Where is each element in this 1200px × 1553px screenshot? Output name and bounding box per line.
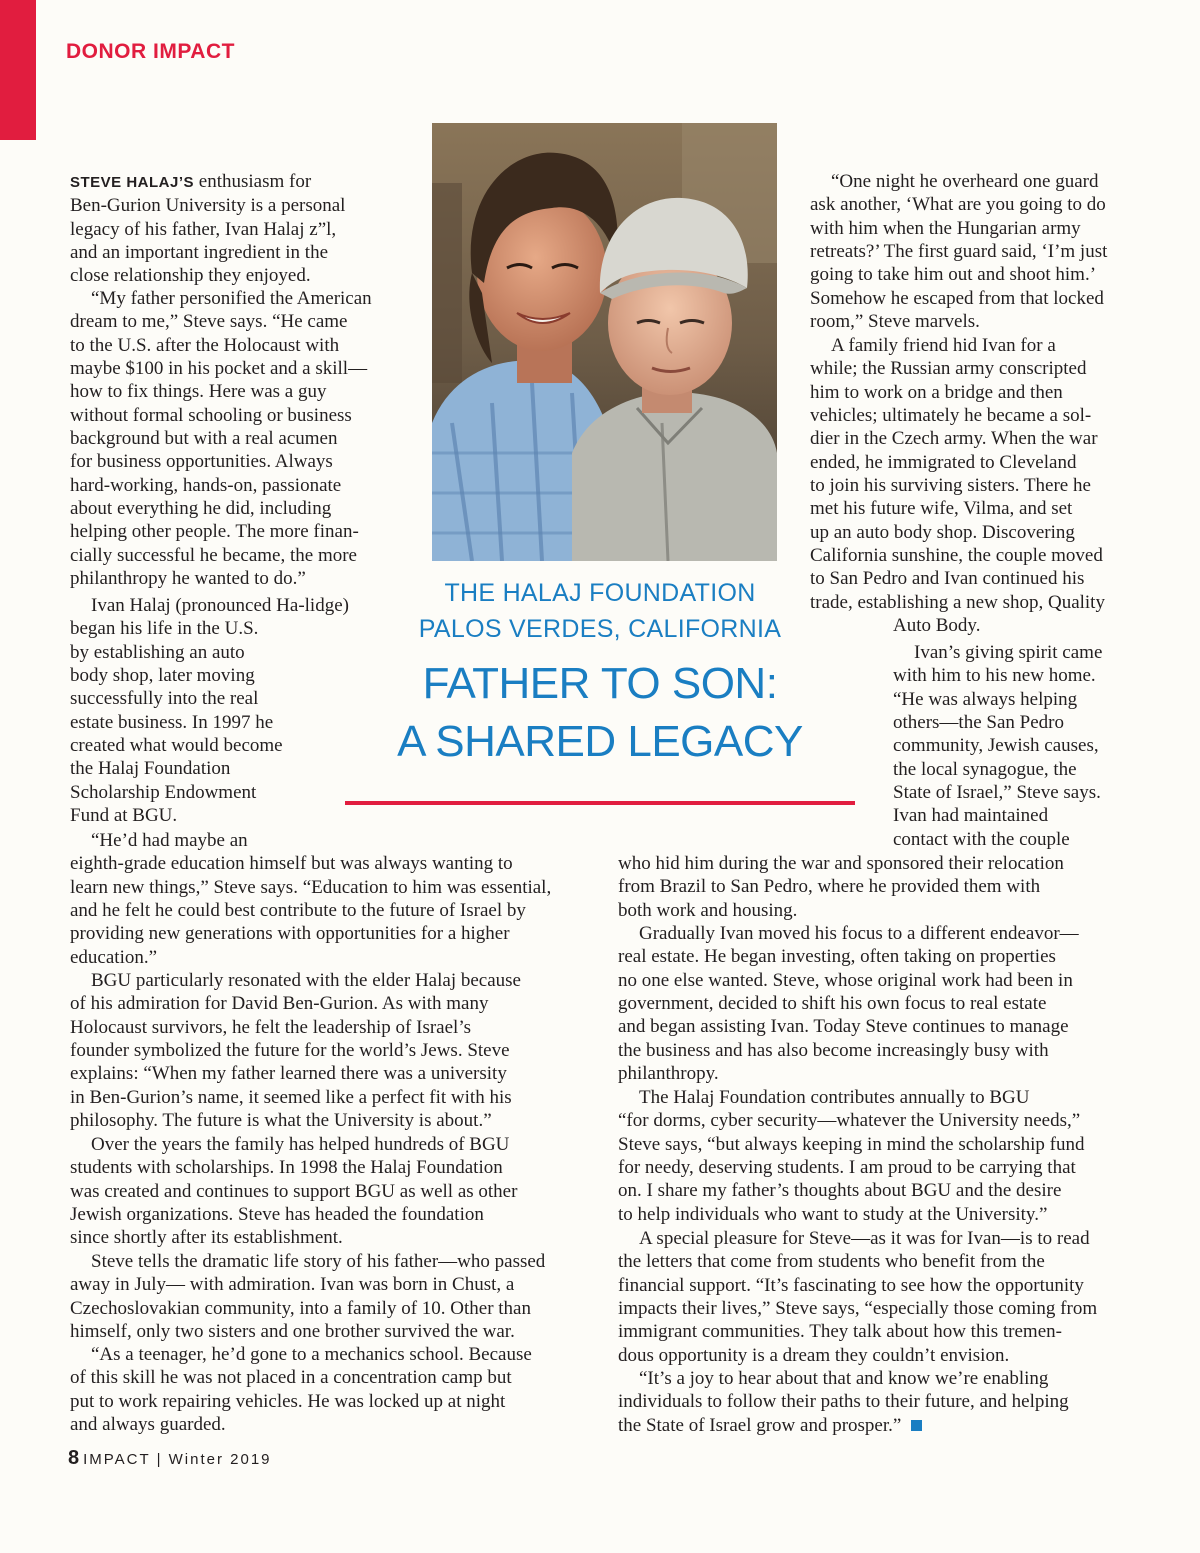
text-line: “One night he overheard one guard xyxy=(831,171,1099,192)
text-line: Gradually Ivan moved his focus to a different endeavor— xyxy=(639,923,1079,944)
text-line: and began assisting Ivan. Today Steve continues to manage xyxy=(618,1016,1069,1038)
text-line: was created and continues to support BGU as well as other xyxy=(70,1180,518,1202)
text-line: A family friend hid Ivan for a xyxy=(831,335,1056,356)
page-number: 8 xyxy=(68,1447,80,1469)
paragraph xyxy=(70,594,349,827)
text-line: and he felt he could best contribute to the future of Israel by xyxy=(70,900,526,922)
text-line: philosophy. The future is what the University is about.” xyxy=(70,1110,492,1132)
text-line: explains: “When my father learned there was a university xyxy=(70,1063,507,1085)
text-line: Ivan had maintained xyxy=(893,805,1049,827)
text-line: up an auto body shop. Discovering xyxy=(810,521,1075,543)
text-line: “He’d had maybe an xyxy=(91,830,248,851)
text-line: contact with the couple xyxy=(893,828,1070,850)
text-line: while; the Russian army conscripted xyxy=(810,358,1087,380)
text-line: in Ben-Gurion’s name, it seemed like a perfect fit with his xyxy=(70,1086,512,1108)
text-line: students with scholarships. In 1998 the Halaj Foundation xyxy=(70,1157,503,1179)
text-line: and an important ingredient in the xyxy=(70,242,329,264)
text-line: impacts their lives,” Steve says, “especially those coming from xyxy=(618,1298,1098,1320)
text-line: close relationship they enjoyed. xyxy=(70,265,311,287)
text-line: ask another, ‘What are you going to do xyxy=(810,194,1106,216)
text-line: who hid him during the war and sponsored their relocation xyxy=(618,853,1064,874)
text-line: dream to me,” Steve says. “He came xyxy=(70,311,348,333)
text-line: retreats?’ The first guard said, ‘I’m just xyxy=(810,241,1108,263)
text-line: how to fix things. Here was a guy xyxy=(70,381,327,403)
text-line: A special pleasure for Steve—as it was for Ivan—is to read xyxy=(639,1228,1090,1249)
text-line: “It’s a joy to hear about that and know we’re enabling xyxy=(639,1368,1049,1389)
paragraph xyxy=(618,1086,1084,1226)
paragraph xyxy=(618,1227,1097,1367)
text-line: no one else wanted. Steve, whose original work had been in xyxy=(618,969,1073,991)
text-line: Ivan’s giving spirit came xyxy=(914,642,1103,663)
text-line: put to work repairing vehicles. He was locked up at night xyxy=(70,1390,506,1412)
text-line: maybe $100 in his pocket and a skill— xyxy=(70,358,368,380)
text-line: immigrant communities. They talk about how this tremen- xyxy=(618,1321,1062,1343)
text-line: Ivan Halaj (pronounced Ha-lidge) xyxy=(91,595,349,616)
end-mark-icon xyxy=(911,1420,922,1431)
article-photo xyxy=(432,123,777,561)
text-line: by establishing an auto xyxy=(70,641,245,663)
paragraph xyxy=(70,969,521,1132)
text-line: to join his surviving sisters. There he xyxy=(810,475,1091,497)
text-line: “As a teenager, he’d gone to a mechanics school. Because xyxy=(91,1344,532,1365)
lead-in: STEVE HALAJ’S xyxy=(70,174,195,191)
headline-line: FATHER TO SON: xyxy=(422,659,778,708)
paragraph xyxy=(810,170,1107,333)
text-line: ended, he immigrated to Cleveland xyxy=(810,451,1077,473)
text-line: BGU particularly resonated with the elder Halaj because xyxy=(91,970,521,991)
text-line: began his life in the U.S. xyxy=(70,618,259,640)
text-line: the State of Israel grow and prosper.” xyxy=(618,1414,902,1436)
text-line: others—the San Pedro xyxy=(893,712,1064,734)
text-line: of this skill he was not placed in a concentration camp but xyxy=(70,1367,512,1389)
text-line: Fund at BGU. xyxy=(70,805,178,827)
headline-rule xyxy=(345,801,855,805)
text-line: background but with a real acumen xyxy=(70,428,338,450)
text-line: eighth-grade education himself but was always wanting to xyxy=(70,853,513,875)
paragraph xyxy=(810,334,1105,637)
text-line: the local synagogue, the xyxy=(893,758,1077,780)
text-line: the Halaj Foundation xyxy=(70,758,231,780)
text-line: to the U.S. after the Holocaust with xyxy=(70,334,340,356)
text-line: the letters that come from students who benefit from the xyxy=(618,1251,1045,1273)
text-line: going to take him out and shoot him.’ xyxy=(810,264,1097,286)
section-color-bar xyxy=(0,0,36,140)
headline-line: A SHARED LEGACY xyxy=(397,717,803,766)
text-line: Somehow he escaped from that locked xyxy=(810,287,1104,309)
page-footer xyxy=(68,1447,272,1470)
text-line: since shortly after its establishment. xyxy=(70,1227,343,1249)
text-line: providing new generations with opportunities for a higher xyxy=(70,923,510,945)
text-line: met his future wife, Vilma, and set xyxy=(810,498,1073,520)
text-line: individuals to follow their paths to their future, and helping xyxy=(618,1391,1069,1413)
text-line: without formal schooling or business xyxy=(70,404,352,426)
text-line: “My father personified the American xyxy=(91,288,372,309)
paragraph xyxy=(893,641,1102,851)
text-line: successfully into the real xyxy=(70,688,259,710)
paragraph xyxy=(70,170,345,288)
paragraph xyxy=(618,922,1079,1085)
text-line: Czechoslovakian community, into a family of 10. Other than xyxy=(70,1297,531,1319)
text-line: the business and has also become increasingly busy with xyxy=(618,1039,1049,1061)
text-line: cially successful he became, the more xyxy=(70,544,357,566)
text-line: with him when the Hungarian army xyxy=(810,217,1081,239)
text-line: room,” Steve marvels. xyxy=(810,311,980,333)
text-line: Scholarship Endowment xyxy=(70,781,257,803)
text-line: dous opportunity is a dream they couldn’t envision. xyxy=(618,1344,1010,1366)
text-line: enthusiasm for xyxy=(194,171,312,192)
text-line: State of Israel,” Steve says. xyxy=(893,782,1101,804)
text-line: dier in the Czech army. When the war xyxy=(810,428,1098,450)
headline xyxy=(345,655,855,771)
paragraph xyxy=(70,1343,532,1436)
paragraph xyxy=(618,1367,1069,1437)
text-line: both work and housing. xyxy=(618,899,798,921)
text-line: philanthropy he wanted to do.” xyxy=(70,568,306,590)
text-line: hard-working, hands-on, passionate xyxy=(70,474,342,496)
text-line: Over the years the family has helped hundreds of BGU xyxy=(91,1134,510,1155)
text-line: The Halaj Foundation contributes annually to BGU xyxy=(639,1087,1030,1108)
paragraph xyxy=(70,1133,517,1250)
text-line: body shop, later moving xyxy=(70,665,255,687)
paragraph xyxy=(70,829,551,969)
text-line: philanthropy. xyxy=(618,1063,719,1085)
text-line: for needy, deserving students. I am proud to be carrying that xyxy=(618,1157,1076,1179)
text-line: government, decided to shift his own focus to real estate xyxy=(618,993,1047,1015)
text-line: legacy of his father, Ivan Halaj z”l, xyxy=(70,218,337,240)
text-line: vehicles; ultimately he became a sol- xyxy=(810,405,1092,427)
subhead-line: THE HALAJ FOUNDATION xyxy=(444,579,756,607)
text-line: estate business. In 1997 he xyxy=(70,711,274,733)
publication-label: IMPACT | Winter 2019 xyxy=(83,1451,272,1468)
paragraph xyxy=(70,287,372,590)
text-line: on. I share my father’s thoughts about BGU and the desire xyxy=(618,1180,1062,1202)
text-line: of his admiration for David Ben-Gurion. As with many xyxy=(70,993,489,1015)
text-line: himself, only two sisters and one brother survived the war. xyxy=(70,1321,515,1343)
text-line: founder symbolized the future for the world’s Jews. Steve xyxy=(70,1040,510,1062)
subhead-line: PALOS VERDES, CALIFORNIA xyxy=(418,615,782,643)
text-line: created what would become xyxy=(70,735,283,757)
paragraph xyxy=(70,1250,545,1343)
text-line: “for dorms, cyber security—whatever the University needs,” xyxy=(618,1110,1081,1132)
text-line: for business opportunities. Always xyxy=(70,451,333,473)
text-line: Jewish organizations. Steve has headed the foundation xyxy=(70,1204,484,1226)
text-line: from Brazil to San Pedro, where he provided them with xyxy=(618,876,1041,898)
text-line: Steve tells the dramatic life story of his father—who passed xyxy=(91,1251,546,1272)
text-line: California sunshine, the couple moved xyxy=(810,545,1103,567)
text-line: and always guarded. xyxy=(70,1414,226,1436)
text-line: helping other people. The more finan- xyxy=(70,521,359,543)
text-line: Auto Body. xyxy=(893,615,981,637)
text-line: to help individuals who want to study at the University.” xyxy=(618,1203,1048,1225)
text-line: Steve says, “but always keeping in mind the scholarship fund xyxy=(618,1133,1085,1155)
text-line: him to work on a bridge and then xyxy=(810,381,1063,403)
text-line: education.” xyxy=(70,946,158,968)
text-line: away in July— with admiration. Ivan was born in Chust, a xyxy=(70,1274,515,1296)
paragraph-continued xyxy=(618,852,1064,922)
subhead xyxy=(345,575,855,647)
text-line: to San Pedro and Ivan continued his xyxy=(810,568,1085,590)
text-line: Ben-Gurion University is a personal xyxy=(70,195,346,217)
text-line: “He was always helping xyxy=(893,688,1078,710)
text-line: financial support. “It’s fascinating to see how the opportunity xyxy=(618,1274,1084,1296)
text-line: Holocaust survivors, he felt the leadership of Israel’s xyxy=(70,1016,471,1038)
text-line: learn new things,” Steve says. “Education to him was essential, xyxy=(70,876,552,898)
text-line: with him to his new home. xyxy=(893,665,1096,687)
section-label: DONOR IMPACT xyxy=(66,40,235,63)
text-line: community, Jewish causes, xyxy=(893,735,1099,757)
text-line: about everything he did, including xyxy=(70,498,332,520)
text-line: trade, establishing a new shop, Quality xyxy=(810,591,1105,613)
text-line: real estate. He began investing, often taking on properties xyxy=(618,946,1056,968)
